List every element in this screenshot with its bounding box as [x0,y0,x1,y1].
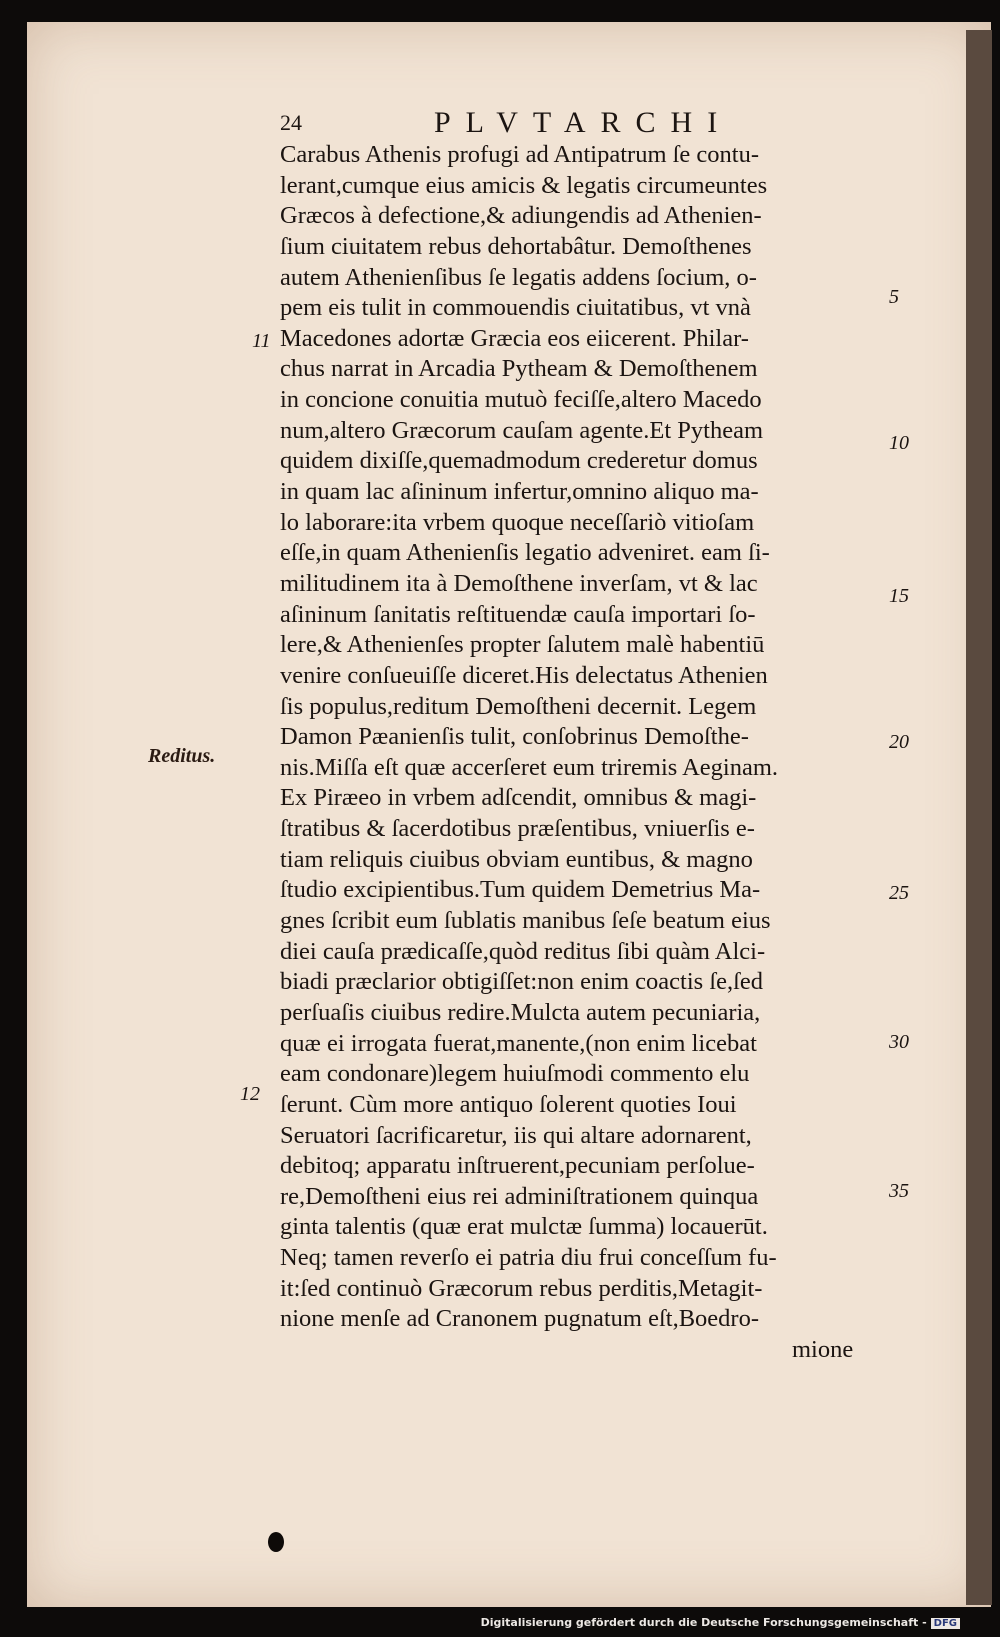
text-line: nione menſe ad Cranonem pugnatum eſt,Boedro- [280,1305,759,1333]
page-edge [966,30,992,1605]
section-number: 11 [252,330,271,352]
text-line: in concione conuitia mutuò feciſſe,altero Macedo [280,386,762,414]
line-number: 10 [889,432,909,454]
text-line: chus narrat in Arcadia Pytheam & Demoſthenem [280,355,758,383]
text-line: nis.Miſſa eſt quæ accerſeret eum triremis Aeginam. [280,753,779,781]
text-line: ſtudio excipientibus.Tum quidem Demetrius Ma- [280,876,761,904]
line-number: 20 [889,731,909,753]
ink-blot [268,1532,284,1552]
text-line: ginta talentis (quæ erat mulctæ ſumma) locauerūt. [280,1213,768,1241]
text-line: Ex Piræeo in vrbem adſcendit, omnibus & magi- [280,784,757,812]
text-line: gnes ſcribit eum ſublatis manibus ſeſe beatum eius [280,907,771,935]
text-line: diei cauſa prædicaſſe,quòd reditus ſibi quàm Alci- [280,937,766,965]
footer-text: Digitalisierung gefördert durch die Deutsche Forschungsgemeinschaft - [480,1616,927,1629]
text-line: autem Athenienſibus ſe legatis addens ſocium, o- [280,263,757,291]
line-number: 15 [889,585,909,607]
text-line: ſis populus,reditum Demoſtheni decernit. Legem [280,692,757,720]
dfg-logo: DFG [931,1618,960,1629]
text-line: eam condonare)legem huiuſmodi commento elu [280,1060,750,1088]
line-number: 5 [889,286,899,308]
page-number: 24 [280,110,302,135]
text-line: tiam reliquis ciuibus obviam euntibus, & magno [280,845,753,873]
line-number: 30 [889,1031,909,1053]
running-title: PLVTARCHI [434,106,733,139]
text-line: Græcos à defectione,& adiungendis ad Athenien- [280,202,762,230]
text-line: aſininum ſanitatis reſtituendæ cauſa importari ſo- [280,600,756,628]
text-line: Macedones adortæ Græcia eos eiicerent. Philar- [280,324,749,352]
text-line: num,altero Græcorum cauſam agente.Et Pytheam [280,416,764,444]
text-line: lo laborare:ita vrbem quoque neceſſariò vitioſam [280,508,755,536]
text-line: ſtratibus & ſacerdotibus præſentibus, vniuerſis e- [280,815,755,843]
line-number: 35 [889,1180,909,1202]
text-line: pem eis tulit in commouendis ciuitatibus, vt vnà [280,294,751,322]
marginal-note: Reditus. [148,745,216,767]
text-line: biadi præclarior obtigiſſet:non enim coactis ſe,ſed [280,968,764,996]
main-text [280,140,880,1366]
text-line: Damon Pæanienſis tulit, conſobrinus Demoſthe- [280,723,749,751]
text-line: militudinem ita à Demoſthene inverſam, vt & lac [280,569,758,597]
footer-credit [481,1616,960,1629]
text-line: Carabus Athenis profugi ad Antipatrum ſe contu- [280,141,760,168]
text-line: it:ſed continuò Græcorum rebus perditis,Metagit- [280,1274,763,1302]
text-line: perſuaſis ciuibus redire.Mulcta autem pecuniaria, [280,998,761,1026]
text-line: eſſe,in quam Athenienſis legatio adveniret. eam ſi- [280,539,770,567]
text-line: ſerunt. Cùm more antiquo ſolerent quoties Ioui [280,1090,737,1118]
text-line: Seruatori ſacrificaretur, iis qui altare adornarent, [280,1121,752,1149]
text-line: quidem dixiſſe,quemadmodum crederetur domus [280,447,758,475]
text-line: lere,& Athenienſes propter ſalutem malè habentiū [280,631,765,659]
text-line: mione [792,1335,854,1363]
text-line: lerant,cumque eius amicis & legatis circumeuntes [280,171,768,199]
text-line: debitoq; apparatu inſtruerent,pecuniam perſolue- [280,1152,755,1180]
text-line: venire conſueuiſſe diceret.His delectatus Athenien [280,661,768,689]
text-line: ſium ciuitatem rebus dehortabâtur. Demoſthenes [280,232,752,260]
text-line: re,Demoſtheni eius rei adminiſtrationem quinqua [280,1182,759,1210]
section-number: 12 [240,1083,260,1105]
text-line: Neq; tamen reverſo ei patria diu frui conceſſum fu- [280,1244,777,1272]
line-number: 25 [889,882,909,904]
text-line: quæ ei irrogata fuerat,manente,(non enim licebat [280,1029,757,1057]
text-line: in quam lac aſininum infertur,omnino aliquo ma- [280,478,759,506]
